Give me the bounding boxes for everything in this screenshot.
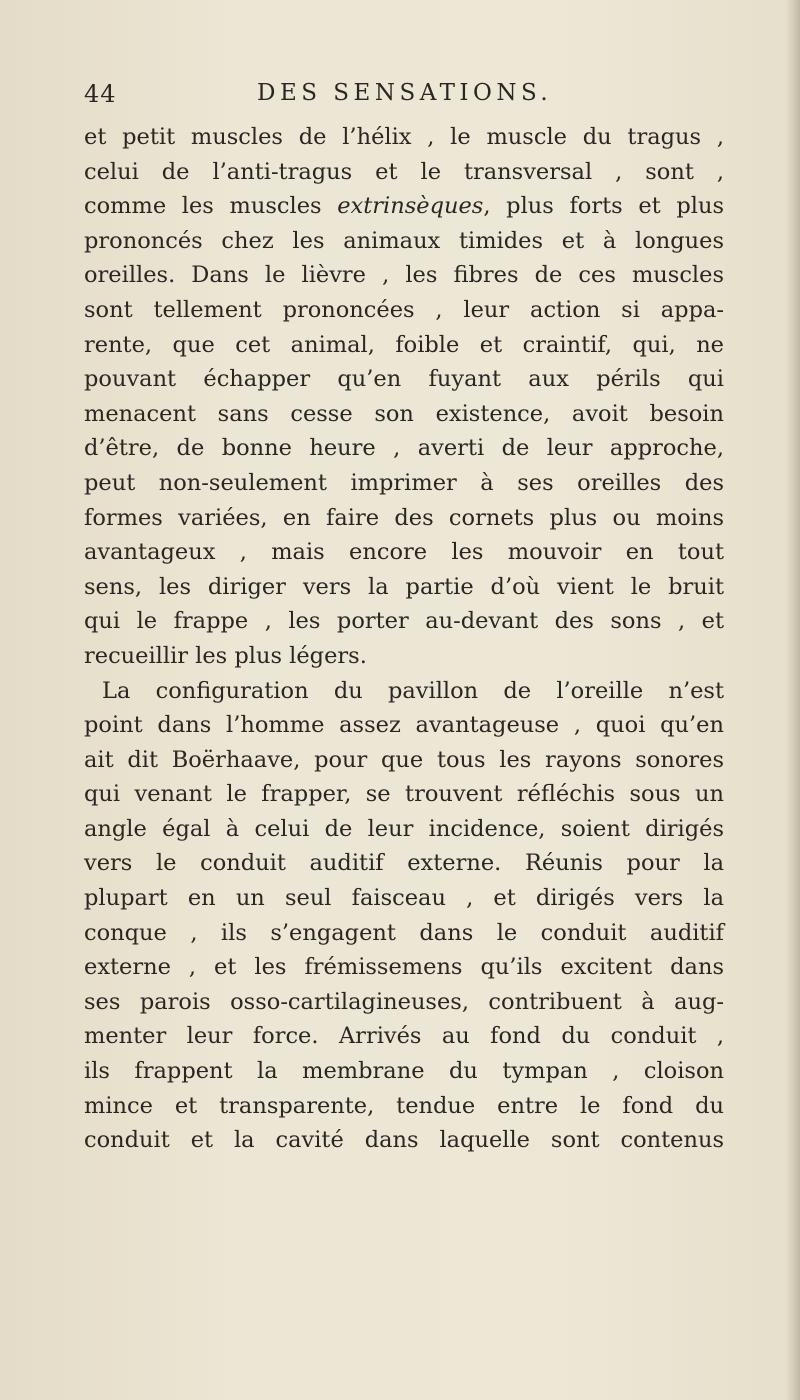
text-segment: comme les muscles	[84, 193, 338, 220]
text-line: rente, que cet animal, foible et craintif, qui, ne	[84, 331, 724, 358]
text-line: qui le frappe , les porter au-devant des sons , et	[84, 608, 724, 635]
text-line: plupart en un seul faisceau , et dirigés vers la	[84, 885, 724, 912]
text-line: oreilles. Dans le lièvre , les fibres de ces muscles	[84, 262, 724, 289]
text-line: conduit et la cavité dans laquelle sont contenus	[84, 1127, 724, 1154]
paragraph-first-line: La configuration du pavillon de l’oreille n’est	[102, 677, 724, 704]
text-line: ils frappent la membrane du tympan , cloison	[84, 1058, 724, 1085]
italic-term: extrinsèques	[337, 193, 484, 220]
text-line: pouvant échapper qu’en fuyant aux périls qui	[84, 366, 724, 393]
body-text	[84, 120, 724, 1158]
text-line: qui venant le frapper, se trouvent réfléchis sous un	[84, 781, 724, 808]
page-edge-shadow	[786, 0, 800, 1400]
text-line: mince et transparente, tendue entre le fond du	[84, 1092, 724, 1119]
text-line: ait dit Boërhaave, pour que tous les rayons sonores	[84, 746, 724, 773]
text-line: formes variées, en faire des cornets plus ou moins	[84, 504, 724, 531]
text-line: point dans l’homme assez avantageuse , quoi qu’en	[84, 712, 724, 739]
text-line	[84, 189, 724, 224]
text-line: conque , ils s’engagent dans le conduit auditif	[84, 919, 724, 946]
text-line: menacent sans cesse son existence, avoit besoin	[84, 400, 724, 427]
paragraph-last-line: recueillir les plus légers.	[84, 642, 367, 669]
text-line: externe , et les frémissemens qu’ils excitent dans	[84, 954, 724, 981]
text-line: angle égal à celui de leur incidence, soient dirigés	[84, 815, 724, 842]
text-line: prononcés chez les animaux timides et à longues	[84, 227, 724, 254]
text-line: sens, les diriger vers la partie d’où vient le bruit	[84, 573, 724, 600]
text-line: et petit muscles de l’hélix , le muscle du tragus ,	[84, 124, 724, 150]
text-line: d’être, de bonne heure , averti de leur approche,	[84, 435, 724, 462]
text-line: avantageux , mais encore les mouvoir en tout	[84, 539, 724, 566]
text-line: sont tellement prononcées , leur action si appa-	[84, 296, 724, 323]
text-segment: , plus forts et plus	[483, 193, 725, 220]
page-header	[84, 80, 704, 116]
text-line: celui de l’anti-tragus et le transversal , sont ,	[84, 158, 724, 185]
page-number: 44	[84, 80, 117, 108]
text-line: peut non-seulement imprimer à ses oreilles des	[84, 469, 724, 496]
text-line: vers le conduit auditif externe. Réunis pour la	[84, 850, 724, 877]
running-head: DES SENSATIONS.	[257, 80, 553, 106]
text-line: ses parois osso-cartilagineuses, contribuent à aug-	[84, 988, 724, 1015]
text-line: menter leur force. Arrivés au fond du conduit ,	[84, 1023, 724, 1050]
